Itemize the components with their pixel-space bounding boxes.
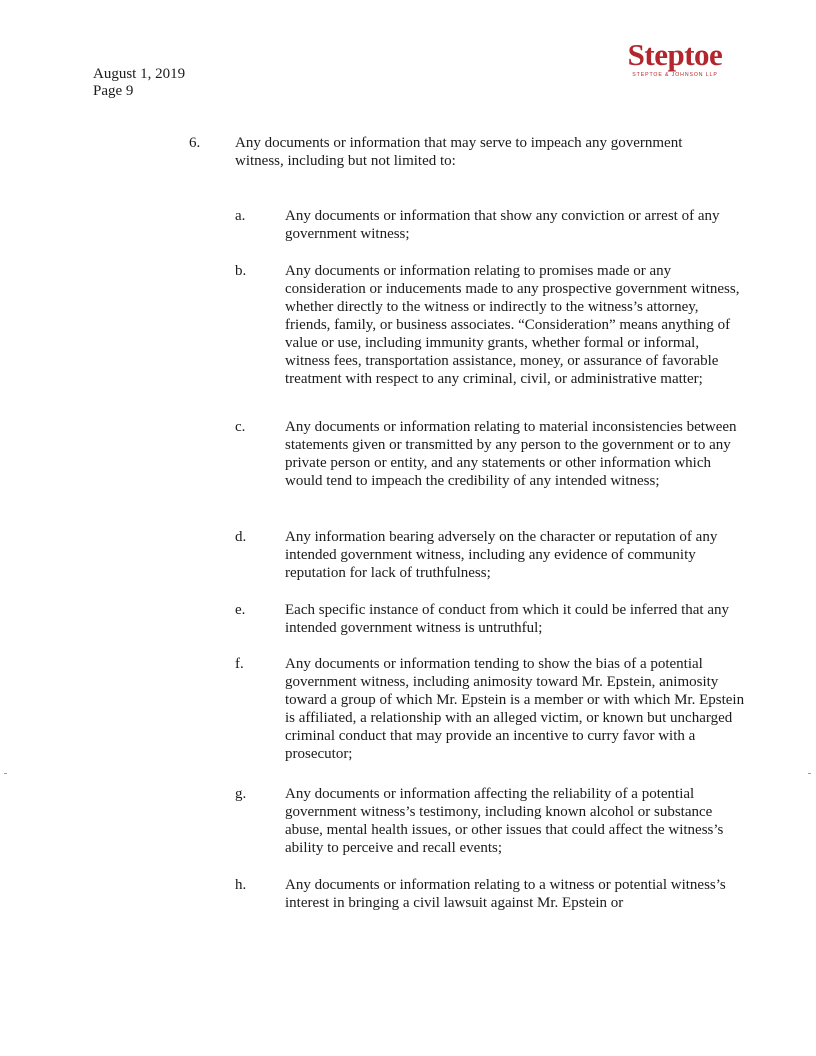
logo-wordmark: Steptoe xyxy=(627,37,723,72)
subitem-label: c. xyxy=(235,419,246,435)
steptoe-logo xyxy=(620,37,730,78)
subitem-text: Any documents or information that show any conviction or arrest of any government witness; xyxy=(285,208,720,242)
subitem-text: Any documents or information relating to promises made or any consideration or inducements made to any prospective government witness, whether directly to the witness or indirectly to the witness’s attorney, friends, family, or business associates. “Consideration” means anything of value or use, including immunity grants, whether formal or informal, witness fees, transportation assistance, money, or assurance of favorable treatment with respect to any criminal, civil, or administrative matter; xyxy=(285,263,740,387)
subitem-label: a. xyxy=(235,208,246,224)
subitem-label: f. xyxy=(235,656,244,672)
subitem-text: Any information bearing adversely on the character or reputation of any intended government witness, including any evidence of community reputation for lack of truthfulness; xyxy=(285,529,718,581)
subitem-text: Any documents or information relating to a witness or potential witness’s interest in bringing a civil lawsuit against Mr. Epstein or xyxy=(285,877,726,911)
subitem-text: Any documents or information relating to material inconsistencies between statements given or transmitted by any person to the government or to any private person or entity, and any statements or other information which would tend to impeach the credibility of any intended witness; xyxy=(285,419,737,489)
header-page-number: Page 9 xyxy=(93,83,134,99)
letter-header xyxy=(93,66,185,100)
subitem-text: Any documents or information affecting the reliability of a potential government witness’s testimony, including known alcohol or substance abuse, mental health issues, or other issues that could affect the witness’s ability to perceive and recall events; xyxy=(285,786,724,856)
item-number: 6. xyxy=(189,135,201,151)
scan-mark-left xyxy=(4,773,7,774)
subitem-label: g. xyxy=(235,786,247,802)
subitem-label: b. xyxy=(235,263,247,279)
subitem-label: h. xyxy=(235,877,247,893)
subitem-label: d. xyxy=(235,529,247,545)
subitem-text: Each specific instance of conduct from which it could be inferred that any intended government witness is untruthful; xyxy=(285,602,729,636)
subitem-label: e. xyxy=(235,602,246,618)
logo-subtitle: STEPTOE & JOHNSON LLP xyxy=(632,72,718,78)
item-text: Any documents or information that may serve to impeach any government witness, including but not limited to: xyxy=(235,135,683,169)
scan-mark-right xyxy=(808,773,811,774)
header-date: August 1, 2019 xyxy=(93,66,186,82)
subitem-text: Any documents or information tending to show the bias of a potential government witness, including animosity toward Mr. Epstein, animosity toward a group of which Mr. Epstein is a member or with which Mr. Epstein is affiliated, a relationship with an alleged victim, or known but uncharged criminal conduct that may provide an incentive to curry favor with a prosecutor; xyxy=(285,656,745,762)
